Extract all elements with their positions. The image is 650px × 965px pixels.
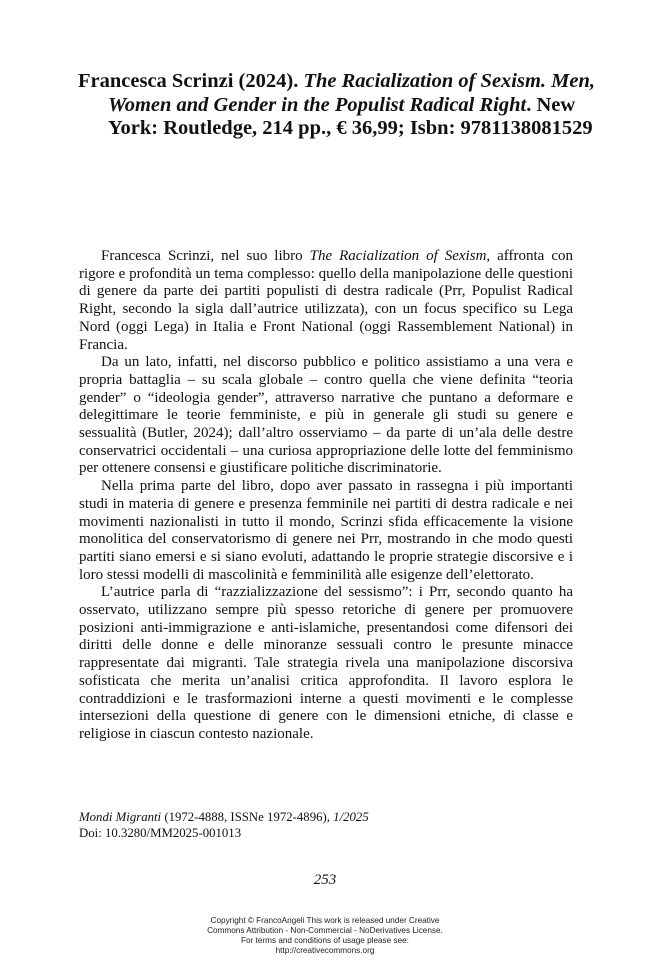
copyright-line-3: For terms and conditions of usage please see: [241, 936, 409, 945]
citation-book-title: The Racialization of Sexism. Men, Women and Gender in the Populist Radical Right [108, 70, 596, 116]
journal-info [79, 809, 573, 841]
journal-issn: (1972-4888, ISSNe 1972-4896), [161, 810, 334, 824]
copyright-notice [0, 916, 650, 956]
paragraph-1 [79, 248, 573, 354]
citation-author: Francesca Scrinzi (2024). [78, 70, 299, 92]
citation-publication-details: . New York: Routledge, 214 pp., € 36,99; Isbn: 9781138081529 [108, 93, 593, 139]
copyright-link[interactable]: http://creativecommons.org [275, 946, 375, 955]
paragraph-1-start: Francesca Scrinzi, nel suo libro [101, 248, 310, 264]
journal-issue: 1/2025 [333, 810, 369, 824]
journal-name: Mondi Migranti [79, 810, 162, 824]
paragraph-1-book-title: The Racialization of Sexism [309, 248, 487, 264]
copyright-line-2: Commons Attribution - Non-Commercial - NoDerivatives License. [207, 926, 443, 935]
paragraph-2: Da un lato, infatti, nel discorso pubblico e politico assistiamo a una vera e propria battaglia – su scala globale – contro quella che viene definita “teoria gender” o “ideologia gender”, attraverso narrative che puntano a deformare e delegittimare le teorie femministe, e più in generale gli studi su genere e sessualità (Butler, 2024); dall’altro osserviamo – da parte di un’ala delle destre conservatrici occidentali – una curiosa appropriazione delle lotte del femminismo per ottenere consensi e giustificare politiche discriminatorie. [79, 354, 573, 477]
paragraph-3: Nella prima parte del libro, dopo aver passato in rassegna i più importanti studi in materia di genere e presenza femminile nei partiti di destra radicale e nei movimenti nazionalisti in tutto il mondo, Scrinzi sfida efficacemente la visione monolitica del conservatorismo di genere nei Prr, mostrando in che modo questi partiti siano emersi e si siano evoluti, adattando le proprie strategie discorsive e i loro stessi modelli di mascolinità e femminilità alle esigenze dell’elettorato. [79, 478, 573, 583]
journal-citation [79, 809, 573, 825]
paragraph-1-end: , affronta con rigore e profondità un tema complesso: quello della manipolazione delle questioni di genere da parte dei partiti populisti di destra radicale (Prr, Populist Radical Right, secondo la sigla dall’autrice utilizzata), con un focus specifico su Lega Nord (oggi Lega) in Italia e Front National (oggi Rassemblement National) in Francia. [79, 248, 573, 353]
paragraph-4: L’autrice parla di “razzializzazione del sessismo”: i Prr, secondo quanto ha osservato, utilizzano sempre più spesso retoriche di genere per promuovere posizioni anti-immigrazione e anti-islamiche, presentandosi come difensori dei diritti delle donne e delle minoranze sessuali contro le presunte minacce rappresentate dai migranti. Tale strategia rivela una manipolazione discorsiva sofisticata che merita un’analisi critica approfondita. Il lavoro esplora le contraddizioni e le trasformazioni interne a questi movimenti e le complesse intersezioni della questione di genere con le dimensioni etniche, di classe e religiose in ciascun contesto nazionale. [79, 584, 573, 742]
review-body [79, 248, 573, 744]
copyright-line-1: Copyright © FrancoAngeli This work is released under Creative [210, 916, 440, 925]
page-number: 253 [313, 872, 337, 888]
journal-doi: Doi: 10.3280/MM2025-001013 [79, 826, 242, 840]
review-heading [78, 70, 628, 141]
